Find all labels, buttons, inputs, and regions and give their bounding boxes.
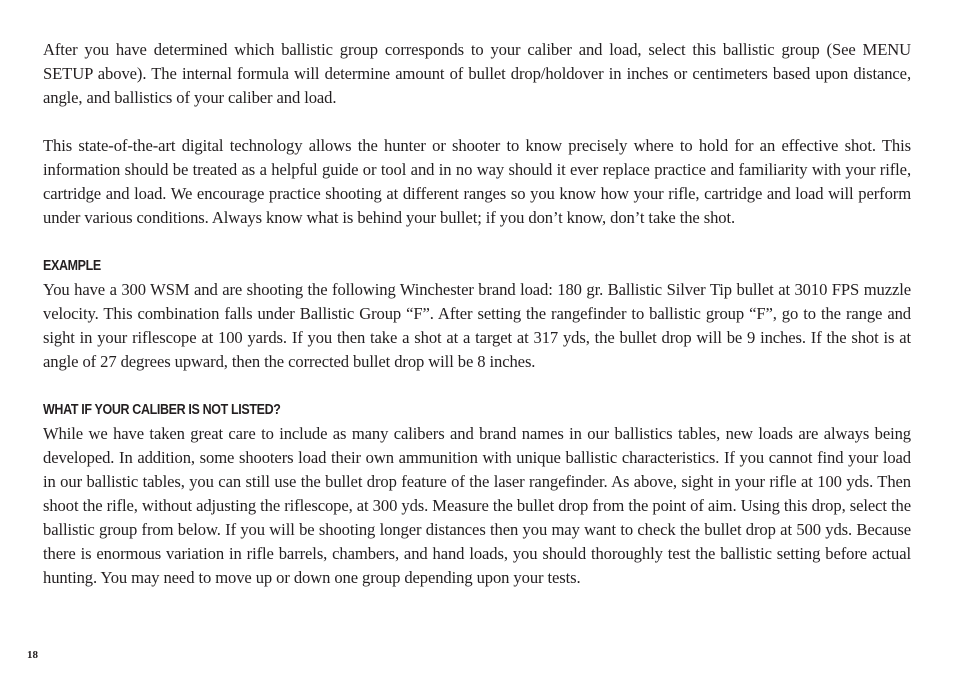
caliber-not-listed-paragraph: While we have taken great care to include as many calibers and brand names in our ballistics tables, new loads are always being developed. In addition, some shooters load their own ammunition with unique ballistic characteristics. If you cannot find your load in our ballistic tables, you can still use the bullet drop feature of the laser rangefinder. As above, sight in your rifle at 100 yds. Then shoot the rifle, without adjusting the riflescope, at 300 yds. Measure the bullet drop from the point of aim. Using this drop, select the ballistic group from below. If you will be shooting longer distances then you may want to check the bullet drop at 500 yds. Because there is enormous variation in rifle barrels, chambers, and hand loads, you should thoroughly test the ballistic setting before actual hunting. You may need to move up or down one group depending upon your tests. (43, 424, 911, 587)
paragraph-gap (43, 230, 911, 254)
example-paragraph: You have a 300 WSM and are shooting the following Winchester brand load: 180 gr. Ballistic Silver Tip bullet at 3010 FPS muzzle velocity. This combination falls under Ballistic Group “F”. After setting the rangefinder to ballistic group “F”, go to the range and sight in your riflescope at 100 yards. If you then take a shot at a target at 317 yds, the bullet drop will be 9 inches. If the shot is at angle of 27 degrees upward, then the corrected bullet drop will be 8 inches. (43, 280, 911, 371)
paragraph-gap (43, 374, 911, 398)
technology-paragraph: This state-of-the-art digital technology allows the hunter or shooter to know precisely where to hold for an effective shot. This information should be treated as a helpful guide or tool and in no way should it ever replace practice and familiarity with your rifle, cartridge and load. We encourage practice shooting at different ranges so you know how your rifle, cartridge and load will perform under various conditions. Always know what is behind your bullet; if you don’t know, don’t take the shot. (43, 136, 911, 227)
example-heading: EXAMPLE (43, 258, 101, 274)
page-number: 18 (27, 649, 38, 661)
paragraph-gap (43, 110, 911, 134)
intro-paragraph: After you have determined which ballistic group corresponds to your caliber and load, select this ballistic group (See MENU SETUP above). The internal formula will determine amount of bullet drop/holdover in inches or centimeters based upon distance, angle, and ballistics of your caliber and load. (43, 40, 911, 107)
caliber-not-listed-heading: WHAT IF YOUR CALIBER IS NOT LISTED? (43, 402, 281, 418)
manual-page (43, 38, 911, 590)
